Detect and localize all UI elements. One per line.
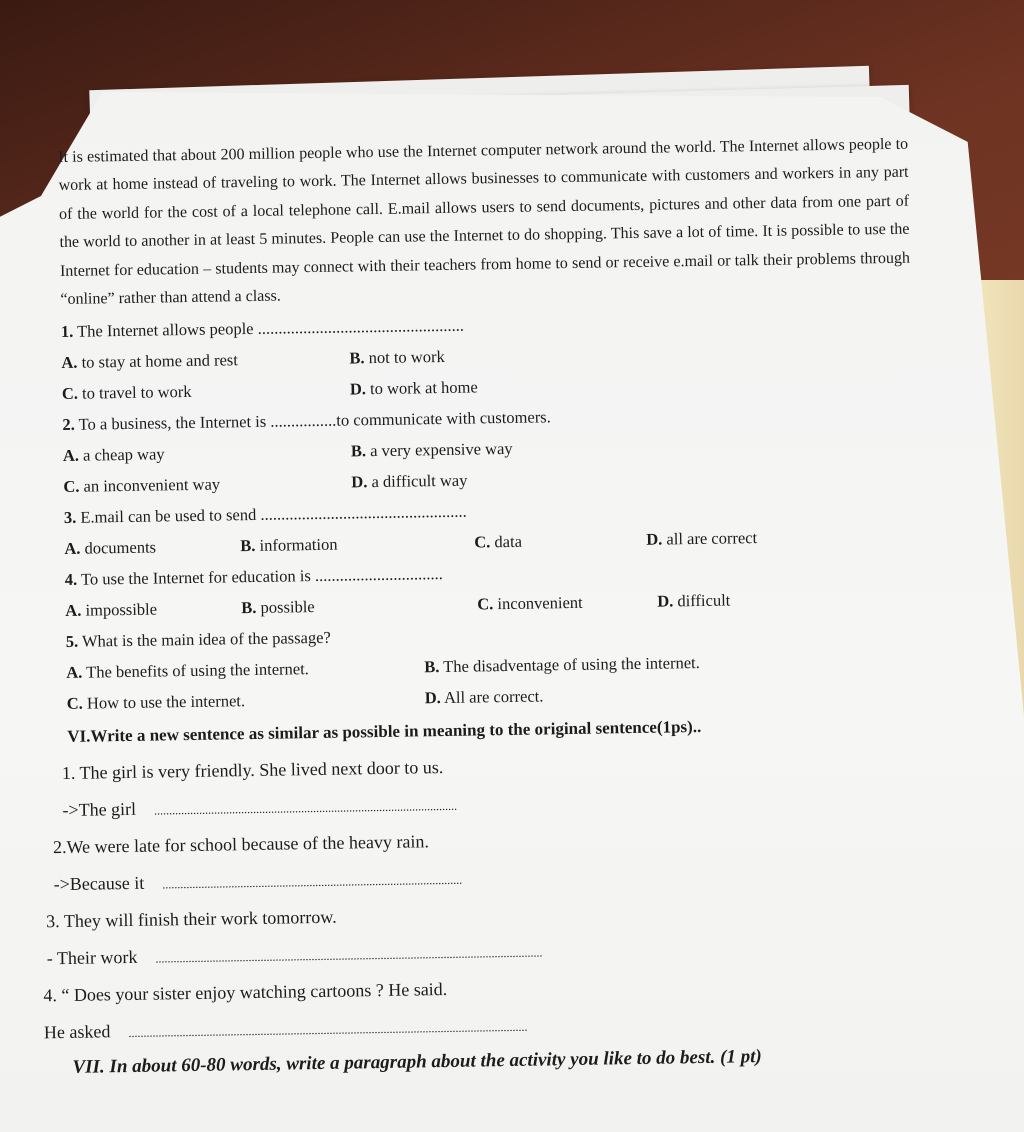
question-list [61,303,917,719]
answer-blank[interactable]: ................ [270,411,336,431]
answer-prompt: ->The girl [62,799,136,820]
option-d[interactable] [646,523,757,556]
option-letter: B. [240,536,255,555]
option-text: All are correct. [441,687,544,708]
option-c[interactable] [67,686,246,720]
option-text: The benefits of using the internet. [82,660,309,683]
question-text: What is the main idea of the passage? [78,628,331,651]
answer-prompt: - Their work [47,947,138,968]
option-text: to work at home [366,378,478,399]
option-text: difficult [673,591,730,611]
option-text: not to work [364,347,445,367]
option-letter: D. [646,530,662,549]
option-c[interactable] [474,526,522,558]
option-b[interactable] [424,647,700,682]
answer-blank[interactable]: .................................................................................................... [162,873,462,892]
question-text: To a business, the Internet is [75,412,271,434]
option-letter: C. [67,694,83,713]
answer-blank[interactable]: ..................................................................................................... [154,799,457,818]
option-d[interactable] [350,372,478,405]
option-letter: A. [65,601,81,620]
section-7-title: VII. In about 60-80 words, write a paragraph about the activity you like to do best. (1 pt) [72,1038,922,1085]
option-text: all are correct [662,529,757,549]
option-text: The disadventage of using the internet. [439,653,700,676]
option-letter: D. [425,688,441,707]
option-c[interactable] [62,376,192,409]
option-text: How to use the internet. [83,692,245,714]
option-a[interactable] [64,532,156,564]
rewrite-sentence-3: 3. They will finish their work tomorrow. [46,890,920,940]
question-text: E.mail can be used to send [76,505,260,527]
option-a[interactable] [65,594,157,626]
option-a[interactable] [63,439,165,472]
option-d[interactable] [425,681,544,714]
reading-passage: It is estimated that about 200 million people who use the Internet computer network around the world. The Internet allows people to work at home instead of traveling to work. The Internet allows businesses to communicate with customers and workers in any part of the world for the cost of a local telephone call. E.mail allows users to send documents, pictures and other data from one part of the world to another in at least 5 minutes. People can use the Internet to do shopping. This save a lot of time. It is possible to use the Internet for education – students may connect with their teachers from home to send or receive e.mail or talk their problems through “online” rather than attend a class. [58,131,911,315]
option-text: possible [256,597,315,617]
rewrite-list [68,742,923,1051]
question-number: 5. [66,632,79,651]
answer-prompt: ->Because it [53,873,144,894]
worksheet-content [58,131,923,1086]
answer-blank[interactable]: ............................... [315,564,443,585]
option-d[interactable] [657,585,731,617]
option-letter: A. [61,353,77,372]
question-number: 2. [62,415,75,434]
option-text: impossible [81,600,157,620]
option-letter: C. [62,384,78,403]
option-b[interactable] [349,341,445,373]
section-6-title: VI.Write a new sentence as similar as possible in meaning to the original sentence(1ps).. [67,706,917,755]
option-text: information [255,535,337,555]
option-letter: B. [351,442,366,461]
answer-blank[interactable]: .................................................. [258,316,465,338]
rewrite-sentence-2: 2.We were late for school because of the heavy rain. [53,816,919,866]
option-text: a very expensive way [366,439,513,460]
option-letter: A. [63,446,79,465]
rewrite-sentence-4: 4. “ Does your sister enjoy watching cartoons ? He said. [43,964,921,1014]
answer-blank[interactable]: ..................................................................................................................................... [128,1020,527,1040]
option-text: documents [80,538,156,558]
option-b[interactable] [351,433,513,467]
answer-blank[interactable]: ................................................................................................................................. [155,946,542,966]
option-letter: D. [657,592,673,611]
option-text: a difficult way [367,471,467,492]
option-b[interactable] [241,591,315,623]
question-number: 4. [65,570,78,589]
option-c[interactable] [477,587,583,620]
answer-blank[interactable]: .................................................. [260,502,467,524]
question-text: to communicate with customers. [336,408,551,430]
option-text: inconvenient [493,593,583,613]
option-letter: B. [349,349,364,368]
option-letter: A. [66,663,82,682]
option-letter: B. [241,598,256,617]
option-letter: C. [474,533,490,552]
rewrite-sentence-1: 1. The girl is very friendly. She lived next door to us. [62,742,918,791]
question-text: To use the Internet for education is [77,566,315,589]
option-text: an inconvenient way [79,475,220,496]
option-a[interactable] [66,654,309,689]
question-number: 3. [64,508,77,527]
question-number: 1. [61,322,74,341]
option-text: a cheap way [79,445,165,465]
answer-prompt: He asked [44,1022,111,1043]
question-text: The Internet allows people [73,319,258,341]
option-b[interactable] [240,529,338,562]
option-letter: C. [477,595,493,614]
option-c[interactable] [63,469,220,502]
option-letter: C. [63,477,79,496]
option-text: to travel to work [78,382,192,403]
option-letter: B. [424,658,439,677]
option-text: to stay at home and rest [77,351,238,373]
option-text: data [490,532,522,551]
option-d[interactable] [351,465,468,498]
option-letter: A. [64,539,80,558]
option-a[interactable] [61,345,238,379]
option-letter: D. [351,473,367,492]
option-letter: D. [350,380,366,399]
